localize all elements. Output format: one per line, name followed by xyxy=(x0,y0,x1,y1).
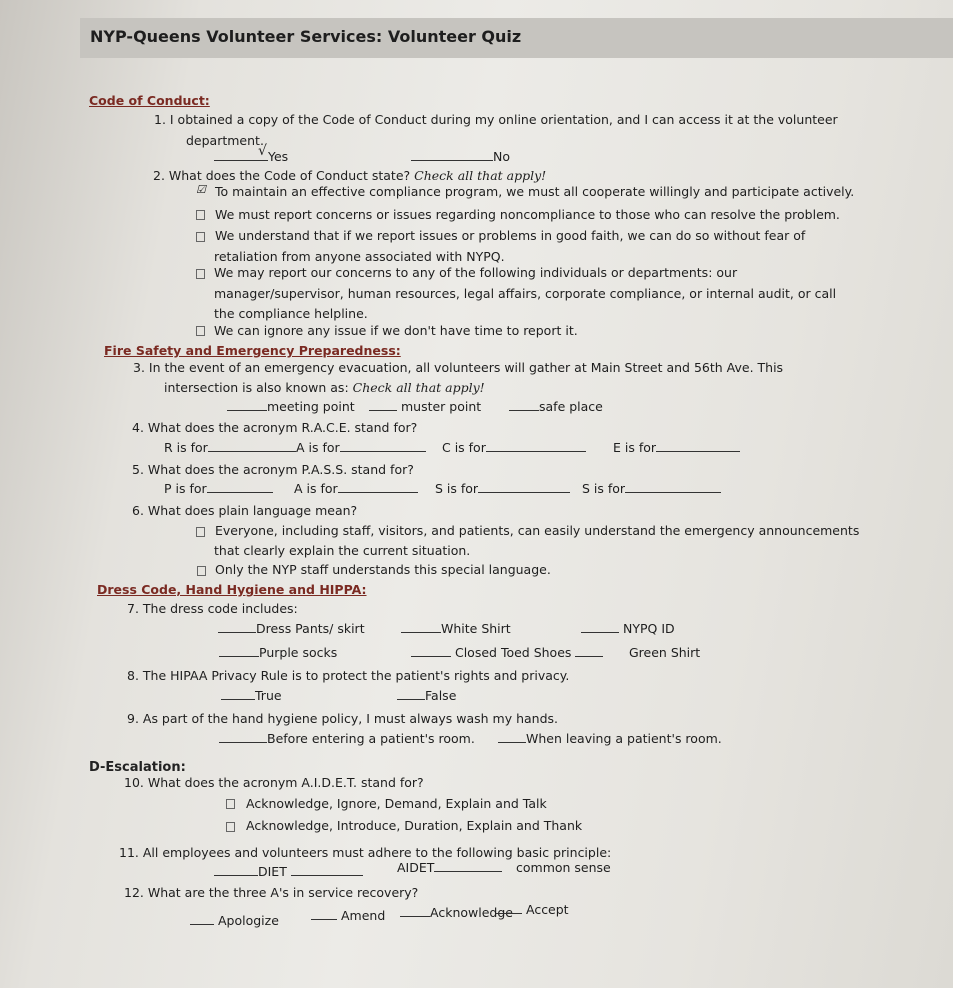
section-code-of-conduct: Code of Conduct: xyxy=(89,93,210,108)
q4-e-label: E is for xyxy=(613,440,657,455)
q7-item-5-label: Closed Toed Shoes xyxy=(454,645,572,660)
q12-question: 12. What are the three A's in service recovery? xyxy=(124,885,419,900)
q3-text: 3. In the event of an emergency evacuation, all volunteers will gather at Main Street and 56th Ave. This xyxy=(133,360,784,375)
q2-checkbox-3[interactable] xyxy=(196,232,205,242)
q9-blank-2[interactable] xyxy=(498,732,526,743)
q8-false-label: False xyxy=(425,688,457,703)
q7-item-4[interactable] xyxy=(219,646,337,660)
q11-question: 11. All employees and volunteers must adhere to the following basic principle: xyxy=(119,845,612,860)
q7-item-1-label: Dress Pants/ skirt xyxy=(256,621,365,636)
q12-blank-3[interactable] xyxy=(400,906,430,917)
section-de-escalation: D-Escalation: xyxy=(89,760,186,775)
q4-c-label: C is for xyxy=(442,440,486,455)
q8-true[interactable] xyxy=(221,689,282,703)
q6-option-1-cont: that clearly explain the current situation. xyxy=(214,543,471,558)
q1-no-label: No xyxy=(493,149,510,164)
q6-question: 6. What does plain language mean? xyxy=(132,503,358,518)
q6-option-1: Everyone, including staff, visitors, and patients, can easily understand the emergency announcements xyxy=(215,523,860,538)
q10-question: 10. What does the acronym A.I.D.E.T. stand for? xyxy=(124,775,424,790)
q3-text-cont xyxy=(164,381,485,395)
q5-p-blank[interactable] xyxy=(207,482,273,493)
q12-blank-2[interactable] xyxy=(311,909,337,920)
q5-p[interactable] xyxy=(164,482,273,496)
q2-checkbox-2[interactable] xyxy=(196,210,205,220)
q12-option-1[interactable] xyxy=(190,914,279,928)
q8-false[interactable] xyxy=(397,689,456,703)
q7-blank-1[interactable] xyxy=(218,622,256,633)
q7-item-2[interactable] xyxy=(401,622,511,636)
checkbox-checked-icon[interactable]: ☑ xyxy=(196,183,206,196)
q5-p-label: P is for xyxy=(164,481,207,496)
q3-instruction: Check all that apply! xyxy=(352,380,485,395)
q10-checkbox-2[interactable] xyxy=(226,822,235,832)
q5-a-blank[interactable] xyxy=(338,482,418,493)
q12-option-4[interactable] xyxy=(496,903,569,917)
section-fire-safety: Fire Safety and Emergency Preparedness: xyxy=(104,343,401,358)
q1-yes-blank[interactable] xyxy=(214,143,268,161)
q7-blank-6[interactable] xyxy=(575,646,603,657)
q4-e-blank[interactable] xyxy=(656,441,740,452)
q4-c[interactable] xyxy=(442,441,586,455)
q2-option-2: We must report concerns or issues regarding noncompliance to those who can resolve the problem. xyxy=(215,207,840,222)
q5-s1-blank[interactable] xyxy=(478,482,570,493)
q12-option-2[interactable] xyxy=(311,909,385,923)
q9-question: 9. As part of the hand hygiene policy, I must always wash my hands. xyxy=(127,711,559,726)
q1-text-cont: department. xyxy=(186,133,264,148)
q5-s2[interactable] xyxy=(582,482,721,496)
q7-item-6: Green Shirt xyxy=(629,645,701,660)
q5-s2-blank[interactable] xyxy=(625,482,721,493)
q11-option-2-label: AIDET xyxy=(397,860,435,875)
q6-checkbox-2[interactable] xyxy=(197,566,206,576)
q1-yes-option[interactable] xyxy=(214,143,289,164)
q2-option-3: We understand that if we report issues or problems in good faith, we can do so without fear of xyxy=(215,228,806,243)
q5-s1[interactable] xyxy=(435,482,570,496)
q4-r-label: R is for xyxy=(164,440,208,455)
q9-blank-1[interactable] xyxy=(219,732,267,743)
q10-option-1: Acknowledge, Ignore, Demand, Explain and Talk xyxy=(246,796,547,811)
q7-item-4-label: Purple socks xyxy=(259,645,338,660)
q4-a-blank[interactable] xyxy=(340,441,426,452)
q7-blank-4[interactable] xyxy=(219,646,259,657)
q7-item-5[interactable] xyxy=(411,646,603,660)
q5-s1-label: S is for xyxy=(435,481,479,496)
q3-option-2-label: muster point xyxy=(400,399,482,414)
q4-r-blank[interactable] xyxy=(208,441,296,452)
q11-blank-2[interactable] xyxy=(291,865,363,876)
q5-a[interactable] xyxy=(294,482,418,496)
q3-option-3-label: safe place xyxy=(539,399,603,414)
q8-true-blank[interactable] xyxy=(221,689,255,700)
q8-question: 8. The HIPAA Privacy Rule is to protect the patient's rights and privacy. xyxy=(127,668,570,683)
q2-question-text: 2. What does the Code of Conduct state? xyxy=(153,168,411,183)
q7-item-1[interactable] xyxy=(218,622,365,636)
q6-checkbox-1[interactable] xyxy=(196,527,205,537)
q4-c-blank[interactable] xyxy=(486,441,586,452)
q3-option-1-label: meeting point xyxy=(267,399,355,414)
q4-r[interactable] xyxy=(164,441,296,455)
q2-option-4-cont: manager/supervisor, human resources, legal affairs, corporate compliance, or internal audit, or call xyxy=(214,286,837,301)
q3-option-2[interactable] xyxy=(369,400,481,414)
q3-blank-1[interactable] xyxy=(227,400,267,411)
q5-question: 5. What does the acronym P.A.S.S. stand for? xyxy=(132,462,414,477)
q11-option-1[interactable] xyxy=(214,865,363,879)
q7-item-2-label: White Shirt xyxy=(441,621,511,636)
q2-option-4: We may report our concerns to any of the following individuals or departments: our xyxy=(214,265,738,280)
q10-checkbox-1[interactable] xyxy=(226,799,235,809)
q12-option-2-label: Amend xyxy=(340,908,386,923)
q1-no-blank[interactable] xyxy=(411,150,493,161)
q2-option-3-cont: retaliation from anyone associated with NYPQ. xyxy=(214,249,505,264)
page-title: NYP-Queens Volunteer Services: Volunteer Quiz xyxy=(90,27,522,46)
q3-option-1[interactable] xyxy=(227,400,355,414)
q11-option-3: common sense xyxy=(516,860,611,875)
q5-s2-label: S is for xyxy=(582,481,626,496)
q12-blank-1[interactable] xyxy=(190,914,214,925)
q8-false-blank[interactable] xyxy=(397,689,425,700)
q3-blank-2[interactable] xyxy=(369,400,397,411)
q2-option-4-cont2: the compliance helpline. xyxy=(214,306,368,321)
q7-blank-5[interactable] xyxy=(411,646,451,657)
q2-instruction: Check all that apply! xyxy=(414,168,547,183)
q9-option-1-label: Before entering a patient's room. xyxy=(267,731,475,746)
q5-a-label: A is for xyxy=(294,481,338,496)
q12-option-1-label: Apologize xyxy=(217,913,279,928)
q7-question: 7. The dress code includes: xyxy=(127,601,298,616)
q7-item-3[interactable] xyxy=(581,622,675,636)
q1-yes-label: Yes xyxy=(268,149,289,164)
q11-option-2[interactable] xyxy=(397,861,502,875)
q2-checkbox-4[interactable] xyxy=(196,269,205,279)
q2-option-1: To maintain an effective compliance program, we must all cooperate willingly and participate actively. xyxy=(215,184,855,199)
q6-option-2: Only the NYP staff understands this special language. xyxy=(215,562,551,577)
q8-true-label: True xyxy=(255,688,282,703)
q7-item-3-label: NYPQ ID xyxy=(622,621,675,636)
q4-a-label: A is for xyxy=(296,440,340,455)
q4-a[interactable] xyxy=(296,441,426,455)
q1-text: 1. I obtained a copy of the Code of Conduct during my online orientation, and I can access it at the volunteer xyxy=(154,112,838,127)
q3-option-3[interactable] xyxy=(509,400,603,414)
q12-option-4-label: Accept xyxy=(525,902,569,917)
q12-option-3-label: Acknowledge xyxy=(430,905,513,920)
q9-option-2[interactable] xyxy=(498,732,722,746)
q3-label: intersection is also known as: xyxy=(164,380,349,395)
q2-question xyxy=(153,169,546,183)
q1-no-option[interactable] xyxy=(411,150,510,164)
q2-checkbox-5[interactable] xyxy=(196,326,205,336)
q11-option-1-label: DIET xyxy=(258,864,287,879)
q3-blank-3[interactable] xyxy=(509,400,539,411)
q9-option-2-label: When leaving a patient's room. xyxy=(526,731,722,746)
q11-blank-1[interactable] xyxy=(214,865,258,876)
q7-blank-3[interactable] xyxy=(581,622,619,633)
q4-question: 4. What does the acronym R.A.C.E. stand for? xyxy=(132,420,418,435)
checkmark-icon: √ xyxy=(258,143,267,159)
q9-option-1[interactable] xyxy=(219,732,475,746)
q4-e[interactable] xyxy=(613,441,740,455)
q10-option-2: Acknowledge, Introduce, Duration, Explain and Thank xyxy=(246,818,583,833)
section-dress-code: Dress Code, Hand Hygiene and HIPPA: xyxy=(97,582,367,597)
q7-blank-2[interactable] xyxy=(401,622,441,633)
q2-option-5: We can ignore any issue if we don't have time to report it. xyxy=(214,323,578,338)
q12-blank-4[interactable] xyxy=(496,903,522,914)
q11-blank-3[interactable] xyxy=(434,861,502,872)
